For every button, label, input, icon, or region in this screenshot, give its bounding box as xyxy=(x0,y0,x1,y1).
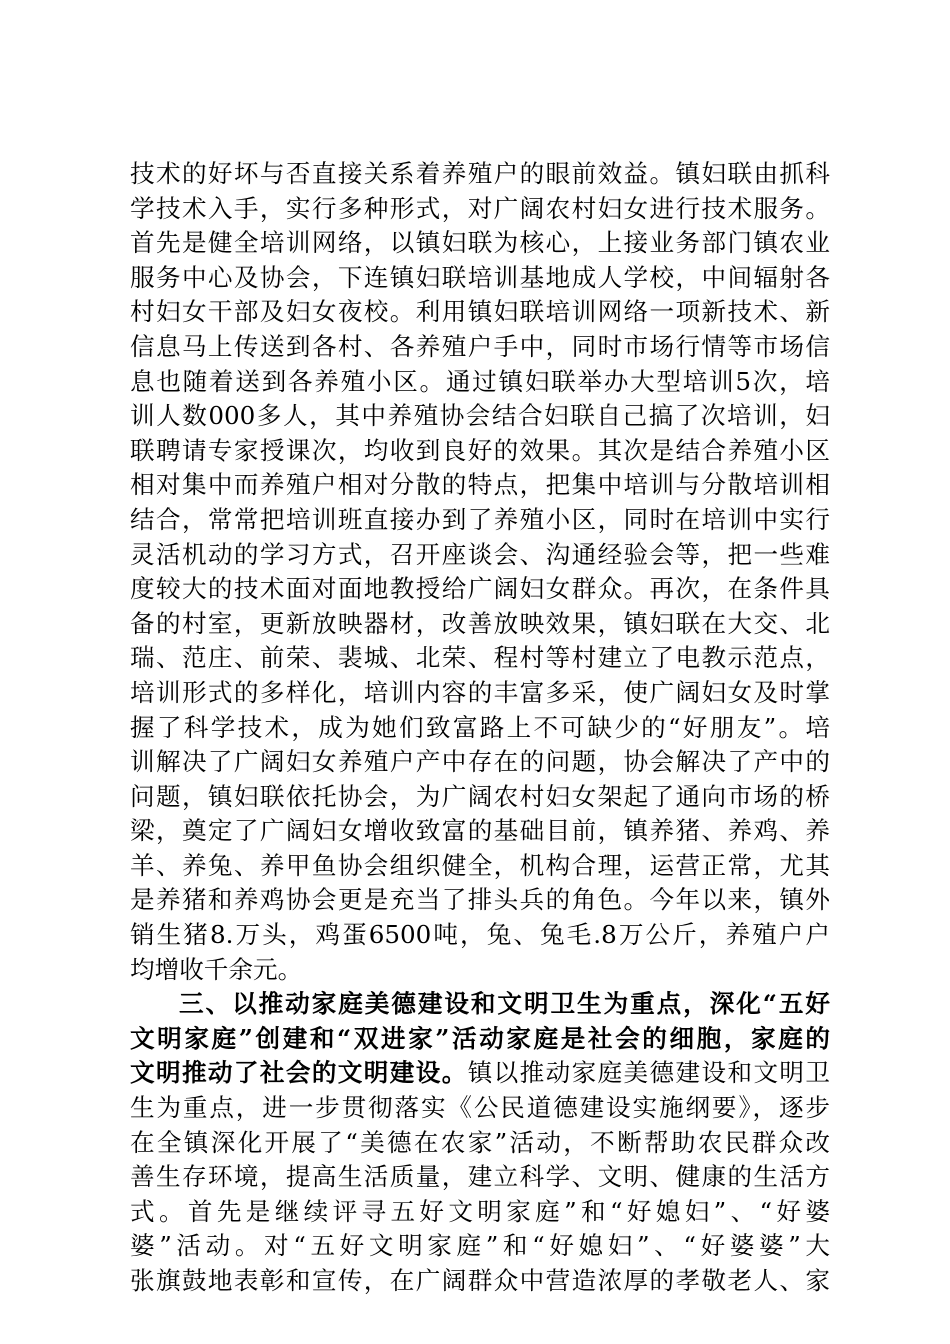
text-line: 均增收千余元。 xyxy=(130,954,303,984)
text-line: 首先是健全培训网络，以镇妇联为核心，上接业务部门镇农业 xyxy=(130,228,830,258)
text-line: 训人数000多人，其中养殖协会结合妇联自己搞了次培训，妇 xyxy=(130,401,830,431)
text-line: 度较大的技术面对面地教授给广阔妇女群众。再次，在条件具 xyxy=(130,574,830,604)
text-line: 村妇女干部及妇女夜校。利用镇妇联培训网络一项新技术、新 xyxy=(130,297,830,327)
text-line xyxy=(130,1056,830,1091)
body-text-start: 镇以推动家庭美德建设和文明卫 xyxy=(467,1058,830,1088)
document-page xyxy=(130,157,830,1299)
text-line: 握了科学技术，成为她们致富路上不可缺少的“好朋友”。培 xyxy=(130,712,830,742)
text-line: 是养猪和养鸡协会更是充当了排头兵的角色。今年以来，镇外 xyxy=(130,885,830,915)
paragraph-family-virtue xyxy=(130,1091,830,1299)
text-line: 信息马上传送到各村、各养殖户手中，同时市场行情等市场信 xyxy=(130,331,830,361)
text-line: 婆”活动。对“五好文明家庭”和“好媳妇”、“好婆婆”大 xyxy=(130,1231,830,1261)
text-line: 在全镇深化开展了“美德在农家”活动，不断帮助农民群众改 xyxy=(130,1127,830,1157)
text-line: 式。首先是继续评寻五好文明家庭”和“好媳妇”、“好婆 xyxy=(130,1196,830,1226)
text-line: 梁，奠定了广阔妇女增收致富的基础目前，镇养猪、养鸡、养 xyxy=(130,816,830,846)
text-line: 培训形式的多样化，培训内容的丰富多采，使广阔妇女及时掌 xyxy=(130,677,830,707)
text-line: 销生猪8.万头，鸡蛋6500吨，兔、兔毛.8万公斤，养殖户户 xyxy=(130,920,830,950)
text-line: 学技术入手，实行多种形式，对广阔农村妇女进行技术服务。 xyxy=(130,193,830,223)
text-line: 技术的好坏与否直接关系着养殖户的眼前效益。镇妇联由抓科 xyxy=(130,159,830,188)
paragraph-training xyxy=(130,157,830,987)
text-line: 灵活机动的学习方式，召开座谈会、沟通经验会等，把一些难 xyxy=(130,539,830,569)
text-line: 相对集中而养殖户相对分散的特点，把集中培训与分散培训相 xyxy=(130,470,830,500)
text-line: 问题，镇妇联依托协会，为广阔农村妇女架起了通向市场的桥 xyxy=(130,781,830,811)
heading-line: 文明家庭”创建和“双进家”活动家庭是社会的细胞，家庭的 xyxy=(130,1023,830,1053)
text-line: 结合，常常把培训班直接办到了养殖小区，同时在培训中实行 xyxy=(130,504,830,534)
text-line: 服务中心及协会，下连镇妇联培训基地成人学校，中间辐射各 xyxy=(130,262,830,292)
text-line: 张旗鼓地表彰和宣传，在广阔群众中营造浓厚的孝敬老人、家 xyxy=(130,1266,830,1295)
text-line: 联聘请专家授课次，均收到良好的效果。其次是结合养殖小区 xyxy=(130,435,830,465)
heading-line-end: 文明推动了社会的文明建设。 xyxy=(130,1058,468,1088)
text-line: 羊、养兔、养甲鱼协会组织健全，机构合理，运营正常，尤其 xyxy=(130,850,830,880)
section-heading-family-virtue xyxy=(130,987,830,1091)
text-line: 善生存环境，提高生活质量，建立科学、文明、健康的生活方 xyxy=(130,1162,830,1192)
text-line: 备的村室，更新放映器材，改善放映效果，镇妇联在大交、北 xyxy=(130,608,830,638)
text-line: 训解决了广阔妇女养殖户产中存在的问题，协会解决了产中的 xyxy=(130,747,830,777)
text-line: 息也随着送到各养殖小区。通过镇妇联举办大型培训5次，培 xyxy=(130,366,830,396)
text-line: 生为重点，进一步贯彻落实《公民道德建设实施纲要》，逐步 xyxy=(130,1093,830,1123)
text-line: 瑞、范庄、前荣、裴城、北荣、程村等村建立了电教示范点， xyxy=(130,643,830,673)
heading-line: 三、以推动家庭美德建设和文明卫生为重点，深化“五好 xyxy=(179,989,830,1019)
